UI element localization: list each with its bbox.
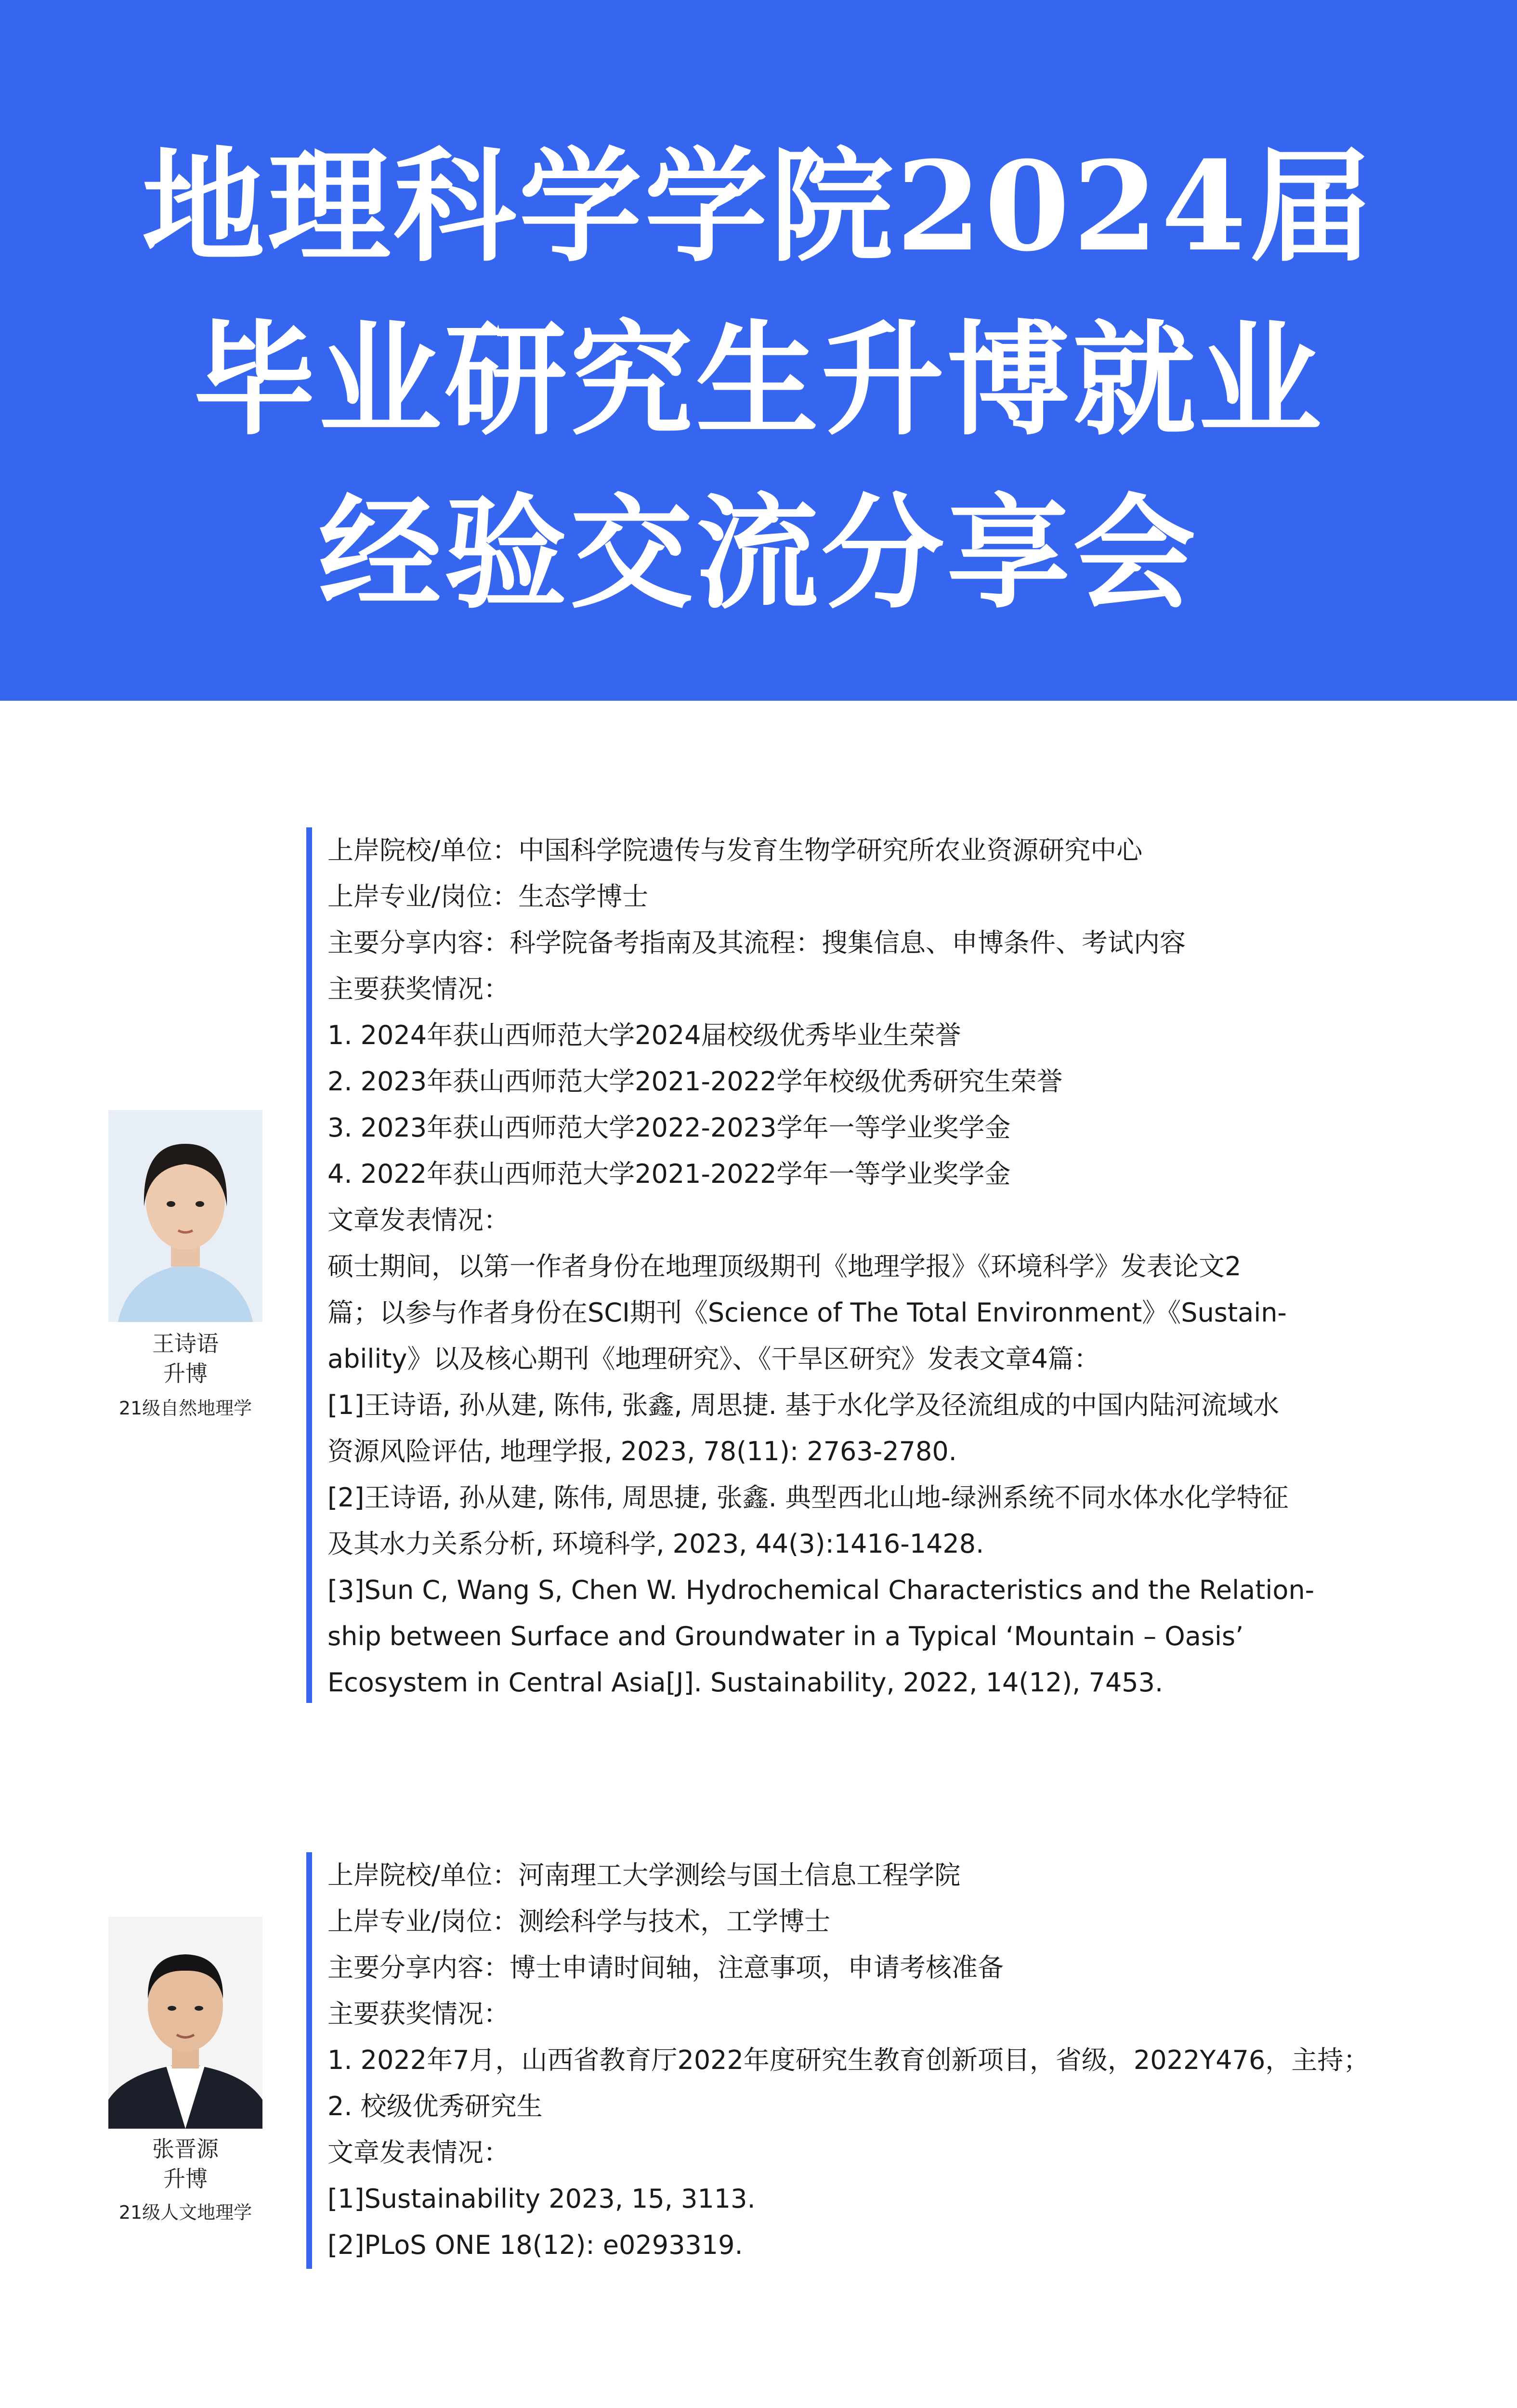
detail-line: 文章发表情况： xyxy=(327,1205,510,1235)
detail-line: 1. 2024年获山西师范大学2024届校级优秀毕业生荣誉 xyxy=(327,1020,961,1050)
detail-line: [1]王诗语, 孙从建, 陈伟, 张鑫, 周思捷. 基于水化学及径流组成的中国内陆河流域水 xyxy=(327,1390,1280,1420)
detail-line: 3. 2023年获山西师范大学2022-2023学年一等学业奖学金 xyxy=(327,1112,1011,1143)
title-line-2: 毕业研究生升博就业 xyxy=(193,308,1324,452)
title-line-1: 地理科学学院2024届 xyxy=(142,135,1375,279)
detail-line: 2. 2023年获山西师范大学2021-2022学年校级优秀研究生荣誉 xyxy=(327,1066,1063,1097)
detail-line: ability》以及核心期刊《地理研究》、《干旱区研究》发表文章4篇： xyxy=(327,1344,1100,1374)
detail-line: 2. 校级优秀研究生 xyxy=(327,2091,543,2121)
hero-banner xyxy=(0,0,1517,701)
detail-line: 主要分享内容：科学院备考指南及其流程：搜集信息、申博条件、考试内容 xyxy=(327,928,1186,958)
detail-line: 主要获奖情况： xyxy=(327,974,510,1004)
detail-line: 文章发表情况： xyxy=(327,2137,510,2168)
detail-line: 上岸专业/岗位：生态学博士 xyxy=(327,881,649,912)
person-role: 升博 xyxy=(163,1361,208,1387)
detail-line: 上岸专业/岗位：测绘科学与技术，工学博士 xyxy=(327,1906,831,1937)
detail-line: 4. 2022年获山西师范大学2021-2022学年一等学业奖学金 xyxy=(327,1159,1011,1189)
detail-line: [3]Sun C, Wang S, Chen W. Hydrochemical Characteristics and the Relation- xyxy=(327,1575,1315,1605)
detail-line: [2]王诗语, 孙从建, 陈伟, 周思捷, 张鑫. 典型西北山地-绿洲系统不同水体水化学特征 xyxy=(327,1482,1289,1513)
person-dept: 21级自然地理学 xyxy=(118,1398,252,1419)
accent-bar xyxy=(306,827,312,1703)
detail-line: 1. 2022年7月，山西省教育厅2022年度研究生教育创新项目，省级，2022Y476，主持； xyxy=(327,2045,1370,2075)
person-name: 张晋源 xyxy=(152,2136,219,2162)
portrait-photo xyxy=(108,1917,262,2129)
portrait-photo xyxy=(108,1110,262,1322)
person-name: 王诗语 xyxy=(152,1331,219,1357)
profile-details xyxy=(327,1852,1425,2268)
detail-line: 主要获奖情况： xyxy=(327,1999,510,2029)
person-dept: 21级人文地理学 xyxy=(118,2202,252,2223)
portrait-wang-image xyxy=(108,1110,262,1322)
detail-line: ship between Surface and Groundwater in a Typical ‘Mountain – Oasis’ xyxy=(327,1621,1244,1651)
title-line-3: 经验交流分享会 xyxy=(318,482,1199,626)
detail-line: 及其水力关系分析, 环境科学, 2023, 44(3):1416-1428. xyxy=(327,1529,984,1559)
person-role: 升博 xyxy=(163,2166,208,2192)
accent-bar xyxy=(306,1852,312,2269)
detail-line: Ecosystem in Central Asia[J]. Sustainability, 2022, 14(12), 7453. xyxy=(327,1667,1164,1698)
detail-line: 主要分享内容：博士申请时间轴，注意事项，申请考核准备 xyxy=(327,1952,1004,1983)
portrait-zhang-image xyxy=(108,1917,262,2129)
detail-line: 硕士期间，以第一作者身份在地理顶级期刊《地理学报》《环境科学》发表论文2 xyxy=(327,1251,1242,1282)
detail-line: 资源风险评估, 地理学报, 2023, 78(11): 2763-2780. xyxy=(327,1436,957,1466)
detail-line: 上岸院校/单位：中国科学院遗传与发育生物学研究所农业资源研究中心 xyxy=(327,835,1143,865)
detail-line: [2]PLoS ONE 18(12): e0293319. xyxy=(327,2230,743,2260)
detail-line: 篇；以参与作者身份在SCI期刊《Science of The Total Environment》《Sustain- xyxy=(327,1297,1287,1328)
profile-details xyxy=(327,827,1425,1706)
detail-line: 上岸院校/单位：河南理工大学测绘与国土信息工程学院 xyxy=(327,1860,961,1890)
detail-line: [1]Sustainability 2023, 15, 3113. xyxy=(327,2184,756,2214)
